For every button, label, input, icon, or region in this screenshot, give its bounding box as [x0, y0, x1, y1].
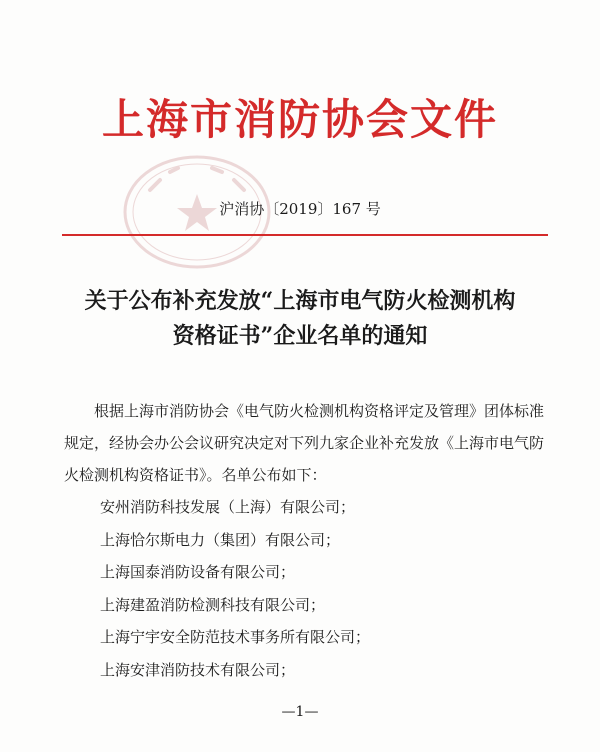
body-paragraph: 根据上海市消防协会《电气防火检测机构资格评定及管理》团体标准规定，经协会办公会议研究决定对下列九家企业补充发放《上海市电气防火检测机构资格证书》。名单公布如下： [64, 402, 545, 484]
company-list [100, 491, 370, 686]
company-list-item: 上海安津消防技术有限公司； [100, 660, 296, 679]
header-divider-line [62, 234, 548, 236]
company-list-item: 安州消防科技发展（上海）有限公司； [100, 498, 356, 516]
company-list-item: 上海建盈消防检测科技有限公司； [100, 595, 326, 614]
company-list-item: 上海宁宇安全防范技术事务所有限公司； [100, 628, 371, 646]
notice-title-line-2: 资格证书”企业名单的通知 [172, 323, 428, 349]
company-list-item: 上海国泰消防设备有限公司； [100, 563, 296, 581]
notice-title [0, 284, 600, 354]
page-number: —1— [281, 704, 319, 720]
company-list-item: 上海恰尔斯电力（集团）有限公司； [100, 530, 341, 549]
notice-title-line-1: 关于公布补充发放“上海市电气防火检测机构 [84, 288, 516, 314]
document-header-title: 上海市消防协会文件 [101, 95, 498, 144]
document-number: 沪消协〔2019〕167 号 [219, 200, 381, 218]
